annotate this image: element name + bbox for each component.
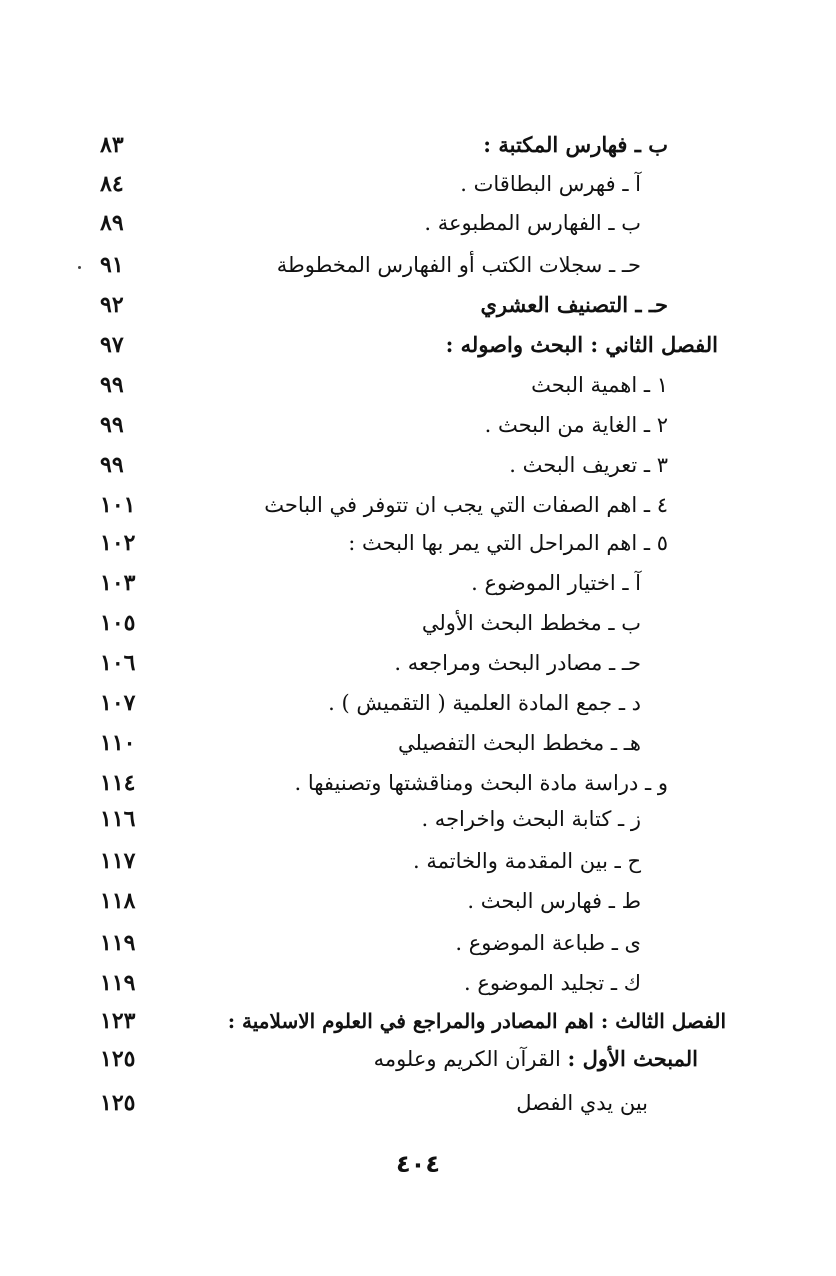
toc-row (0, 165, 836, 203)
toc-page: ٩٧ (100, 332, 124, 358)
toc-page: ١٢٥ (100, 1090, 136, 1116)
page-number: ٤٠٤ (396, 1150, 440, 1178)
toc-title: الفصل الثالث : اهم المصادر والمراجع في العلوم الاسلامية : (227, 1009, 726, 1033)
toc-title (374, 1040, 698, 1078)
toc-title: ب ـ الفهارس المطبوعة . (424, 211, 641, 235)
toc-row (0, 882, 836, 920)
toc-row (0, 406, 836, 444)
toc-page: ١١٨ (100, 888, 136, 914)
toc-title: ب ـ فهارس المكتبة : (483, 132, 668, 157)
toc-row (0, 800, 836, 838)
toc-title: حـ ـ مصادر البحث ومراجعه . (394, 651, 641, 675)
toc-page: ٨٤ (100, 171, 124, 197)
toc-page: ١٠١ (100, 492, 136, 518)
toc-title: هـ ـ مخطط البحث التفصيلي (398, 731, 641, 755)
toc-title: ح ـ بين المقدمة والخاتمة . (412, 849, 641, 873)
toc-title-bold: المبحث الأول : (567, 1046, 698, 1071)
toc-page: ١١٧ (100, 848, 136, 874)
toc-page: ٨٣ (100, 132, 124, 158)
toc-row (0, 724, 836, 762)
toc-row (0, 524, 836, 562)
toc-page: ١٠٧ (100, 690, 136, 716)
toc-title: ٤ ـ اهم الصفات التي يجب ان تتوفر في الباحث (264, 493, 668, 517)
toc-row (0, 326, 836, 364)
toc-page: ١١٩ (100, 970, 136, 996)
toc-title: ك ـ تجليد الموضوع . (464, 971, 641, 995)
toc-title: ز ـ كتابة البحث واخراجه . (421, 807, 641, 831)
scan-speck (78, 266, 81, 269)
toc-row (0, 764, 836, 802)
toc-page: ١١٩ (100, 930, 136, 956)
toc-row (0, 286, 836, 324)
toc-page: ٩١ (100, 252, 124, 278)
toc-title: آ ـ فهرس البطاقات . (460, 172, 641, 196)
toc-row (0, 126, 836, 164)
toc-row (0, 604, 836, 642)
toc-row (0, 1084, 836, 1122)
toc-page: ١٠٣ (100, 570, 136, 596)
toc-title: حـ ـ سجلات الكتب أو الفهارس المخطوطة (276, 253, 641, 277)
toc-page: ٩٩ (100, 452, 124, 478)
toc-title: و ـ دراسة مادة البحث ومناقشتها وتصنيفها . (294, 771, 668, 795)
toc-row (0, 842, 836, 880)
toc-title: بين يدي الفصل (516, 1091, 648, 1115)
toc-title: ى ـ طباعة الموضوع . (455, 931, 641, 955)
toc-row (0, 486, 836, 524)
toc-page: ١٠٦ (100, 650, 136, 676)
toc-row (0, 964, 836, 1002)
toc-title-rest: القرآن الكريم وعلومه (373, 1047, 568, 1071)
toc-title: آ ـ اختيار الموضوع . (471, 571, 641, 595)
toc-page: ١٢٥ (100, 1046, 136, 1072)
toc-row (0, 204, 836, 242)
toc-page: ٩٢ (100, 292, 124, 318)
toc-row (0, 246, 836, 284)
toc-row (0, 644, 836, 682)
toc-title: ١ ـ اهمية البحث (531, 373, 668, 397)
toc-page: ١٠٢ (100, 530, 136, 556)
toc-page: ٩٩ (100, 372, 124, 398)
toc-page: ١١٠ (100, 730, 136, 756)
toc-row (0, 1002, 836, 1040)
toc-title: ٥ ـ اهم المراحل التي يمر بها البحث : (348, 531, 668, 555)
toc-title: حـ ـ التصنيف العشري (480, 292, 668, 317)
toc-title: ٢ ـ الغاية من البحث . (484, 413, 668, 437)
toc-title: ب ـ مخطط البحث الأولي (421, 611, 641, 635)
toc-row (0, 924, 836, 962)
toc-page: ٨٩ (100, 210, 124, 236)
toc-page: ١٠٥ (100, 610, 136, 636)
toc-row (0, 1040, 836, 1078)
toc-title: ط ـ فهارس البحث . (467, 889, 641, 913)
toc-title: الفصل الثاني : البحث واصوله : (445, 332, 718, 357)
toc-row (0, 564, 836, 602)
toc-title: د ـ جمع المادة العلمية ( التقميش ) . (328, 691, 641, 715)
toc-page: ١١٦ (100, 806, 136, 832)
toc-page: ٩٩ (100, 412, 124, 438)
toc-title: ٣ ـ تعريف البحث . (509, 453, 668, 477)
toc-row (0, 446, 836, 484)
toc-page: ١١٤ (100, 770, 136, 796)
toc-row (0, 366, 836, 404)
toc-row (0, 684, 836, 722)
toc-page: ١٢٣ (100, 1008, 136, 1034)
